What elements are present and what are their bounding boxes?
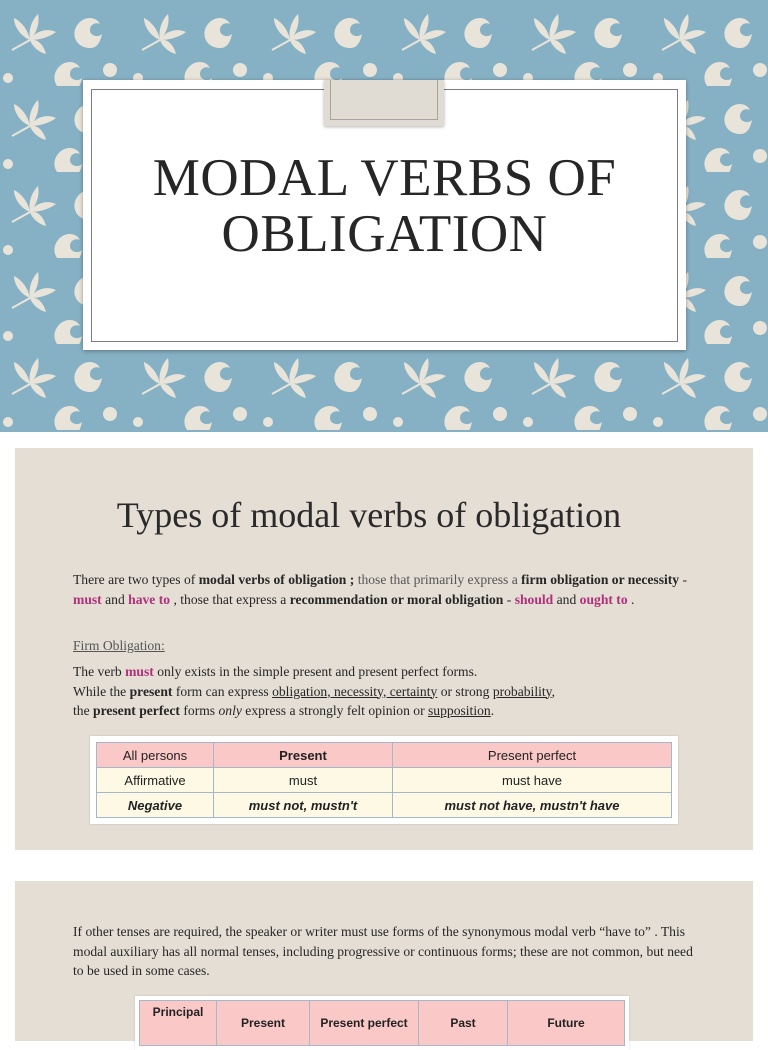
slide-title bbox=[83, 150, 686, 262]
table-row bbox=[97, 768, 672, 793]
intro-text: and bbox=[105, 591, 129, 607]
slide-title-line-2: OBLIGATION bbox=[221, 205, 548, 263]
table-cell: must have bbox=[393, 768, 672, 793]
intro-bold-term: firm obligation or necessity bbox=[521, 572, 680, 587]
have-to-paragraph: If other tenses are required, the speaker or writer must use forms of the synonymous modal verb “have to” . This modal auxiliary has all normal tenses, including progressive or continuous forms; these are not common, but need to be used in some cases. bbox=[73, 924, 693, 978]
table-header-row bbox=[140, 1001, 625, 1046]
table-header-cell: Principal bbox=[140, 1001, 217, 1046]
must-forms-table-wrapper bbox=[90, 736, 678, 824]
intro-text: , those that express a bbox=[173, 591, 290, 607]
firm-obligation-paragraph bbox=[73, 662, 693, 721]
intro-paragraph bbox=[73, 570, 693, 609]
table-header-cell: Present perfect bbox=[393, 743, 672, 768]
table-header-row bbox=[97, 743, 672, 768]
intro-text: . bbox=[631, 591, 635, 607]
table-header-cell: Present bbox=[217, 1001, 310, 1046]
intro-bold-term: recommendation or moral obligation bbox=[289, 591, 504, 607]
intro-highlight-must: must bbox=[73, 591, 102, 607]
have-to-table-wrapper bbox=[135, 996, 629, 1050]
title-slide bbox=[0, 0, 768, 432]
table-header-cell: Present perfect bbox=[310, 1001, 419, 1046]
intro-bold-term: modal verbs of obligation ; bbox=[198, 572, 355, 587]
types-heading: Types of modal verbs of obligation bbox=[116, 495, 622, 535]
intro-text: and bbox=[556, 591, 580, 607]
table-cell: Negative bbox=[97, 793, 214, 818]
intro-highlight-have-to: have to bbox=[128, 591, 171, 607]
title-card-tab bbox=[324, 80, 444, 126]
table-cell: must not have, mustn't have bbox=[393, 793, 672, 818]
have-to-table bbox=[139, 1000, 625, 1046]
table-header-cell: Past bbox=[419, 1001, 508, 1046]
table-header-cell: All persons bbox=[97, 743, 214, 768]
table-row bbox=[97, 793, 672, 818]
intro-highlight-ought-to: ought to bbox=[579, 591, 628, 607]
intro-text: There are two types of bbox=[73, 572, 199, 587]
paragraph-line-3: the present perfect forms only express a strongly felt opinion or supposition. bbox=[73, 703, 495, 718]
table-cell: must not, mustn't bbox=[214, 793, 393, 818]
firm-obligation-subheading: Firm Obligation: bbox=[73, 638, 165, 653]
intro-highlight-should: should bbox=[514, 591, 554, 607]
slide-title-line-1: MODAL VERBS OF bbox=[152, 149, 617, 207]
table-header-cell: Future bbox=[508, 1001, 625, 1046]
intro-text: those that primarily express a bbox=[357, 572, 522, 587]
table-cell: Affirmative bbox=[97, 768, 214, 793]
must-forms-table bbox=[96, 742, 672, 818]
highlight-must: must bbox=[125, 664, 154, 679]
intro-text: - bbox=[506, 591, 515, 607]
paragraph-line-2: While the present form can express obligation, necessity, certainty or strong probability, bbox=[73, 683, 555, 699]
table-cell: must bbox=[214, 768, 393, 793]
title-card-tab-border bbox=[330, 80, 438, 120]
paragraph-line-1: The verb must only exists in the simple present and present perfect forms. bbox=[73, 664, 478, 679]
table-header-cell: Present bbox=[214, 743, 393, 768]
intro-text: - bbox=[682, 572, 688, 587]
